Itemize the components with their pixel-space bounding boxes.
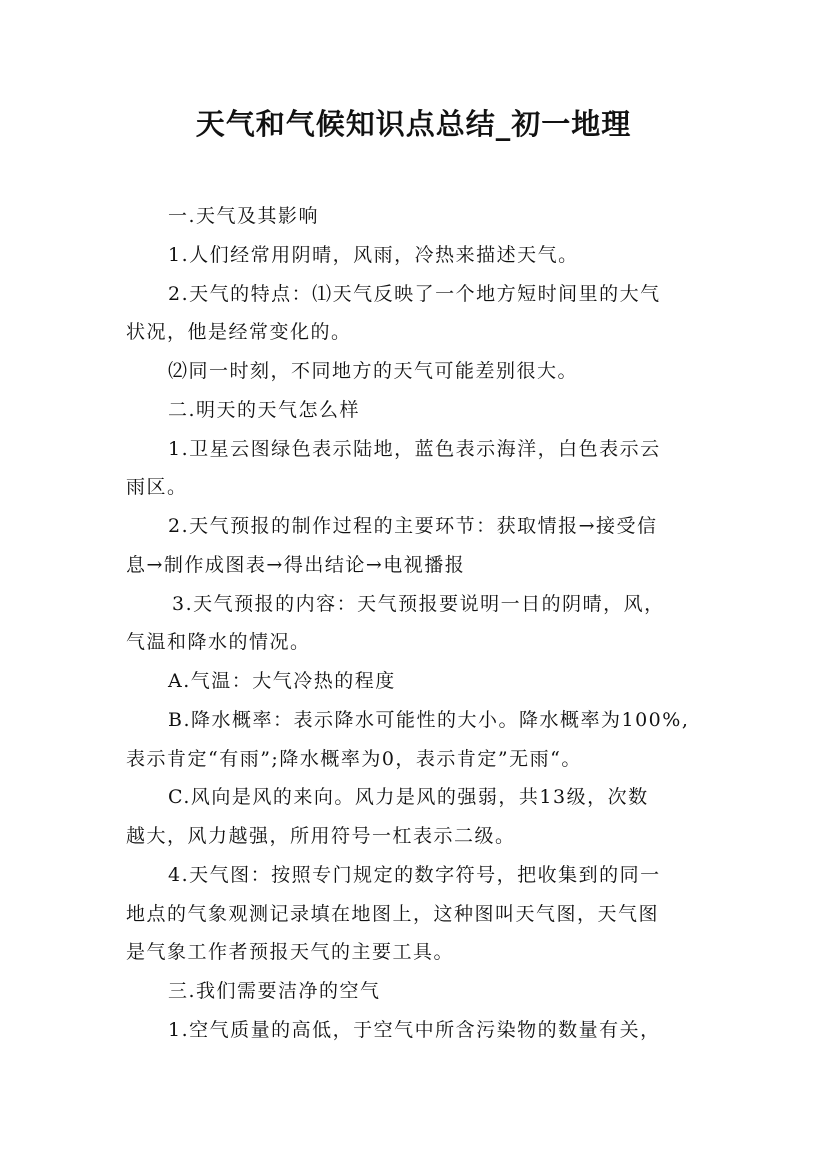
paragraph-line: 息→制作成图表→得出结论→电视播报 (126, 553, 466, 576)
paragraph-line: 雨区。 (126, 476, 188, 499)
document-body (126, 197, 706, 1050)
paragraph-line: A.气温：大气冷热的程度 (168, 670, 396, 692)
document-title: 天气和气候知识点总结_初一地理 (195, 107, 632, 141)
paragraph-line: 3.天气预报的内容：天气预报要说明一日的阴晴，风， (172, 592, 665, 615)
paragraph-line: 1.人们经常用阴晴，风雨，冷热来描述天气。 (168, 243, 579, 266)
paragraph-line: ⑵同一时刻，不同地方的天气可能差别很大。 (168, 360, 579, 382)
paragraph-line: C.风向是风的来向。风力是风的强弱，共13级，次数 (168, 786, 649, 809)
paragraph-line: 状况，他是经常变化的。 (126, 321, 352, 344)
section-heading: 二.明天的天气怎么样 (168, 398, 361, 421)
paragraph-line: 一.天气及其影响 (168, 205, 320, 227)
paragraph-line: 2.天气预报的制作过程的主要环节：获取情报→接受信 (168, 515, 658, 537)
paragraph-line: 1.空气质量的高低，于空气中所含污染物的数量有关， (168, 1018, 661, 1041)
paragraph-line: 是气象工作者预报天气的主要工具。 (126, 941, 455, 964)
paragraph-line: 1.卫星云图绿色表示陆地，蓝色表示海洋，白色表示云 (168, 437, 661, 460)
paragraph-line: B.降水概率：表示降水可能性的大小。降水概率为100%, (168, 708, 690, 731)
paragraph-line: 2.天气的特点：⑴天气反映了一个地方短时间里的大气 (168, 282, 661, 305)
paragraph-line: 表示肯定“有雨”;降水概率为0，表示肯定”无雨“。 (126, 747, 582, 770)
paragraph-line: 4.天气图：按照专门规定的数字符号，把收集到的同一 (168, 863, 661, 886)
paragraph-line: 越大，风力越强，所用符号一杠表示二级。 (126, 825, 516, 847)
paragraph-line: 气温和降水的情况。 (126, 631, 311, 654)
paragraph-line: 地点的气象观测记录填在地图上，这种图叫天气图，天气图 (126, 902, 660, 925)
section-heading: 三.我们需要洁净的空气 (168, 980, 381, 1002)
